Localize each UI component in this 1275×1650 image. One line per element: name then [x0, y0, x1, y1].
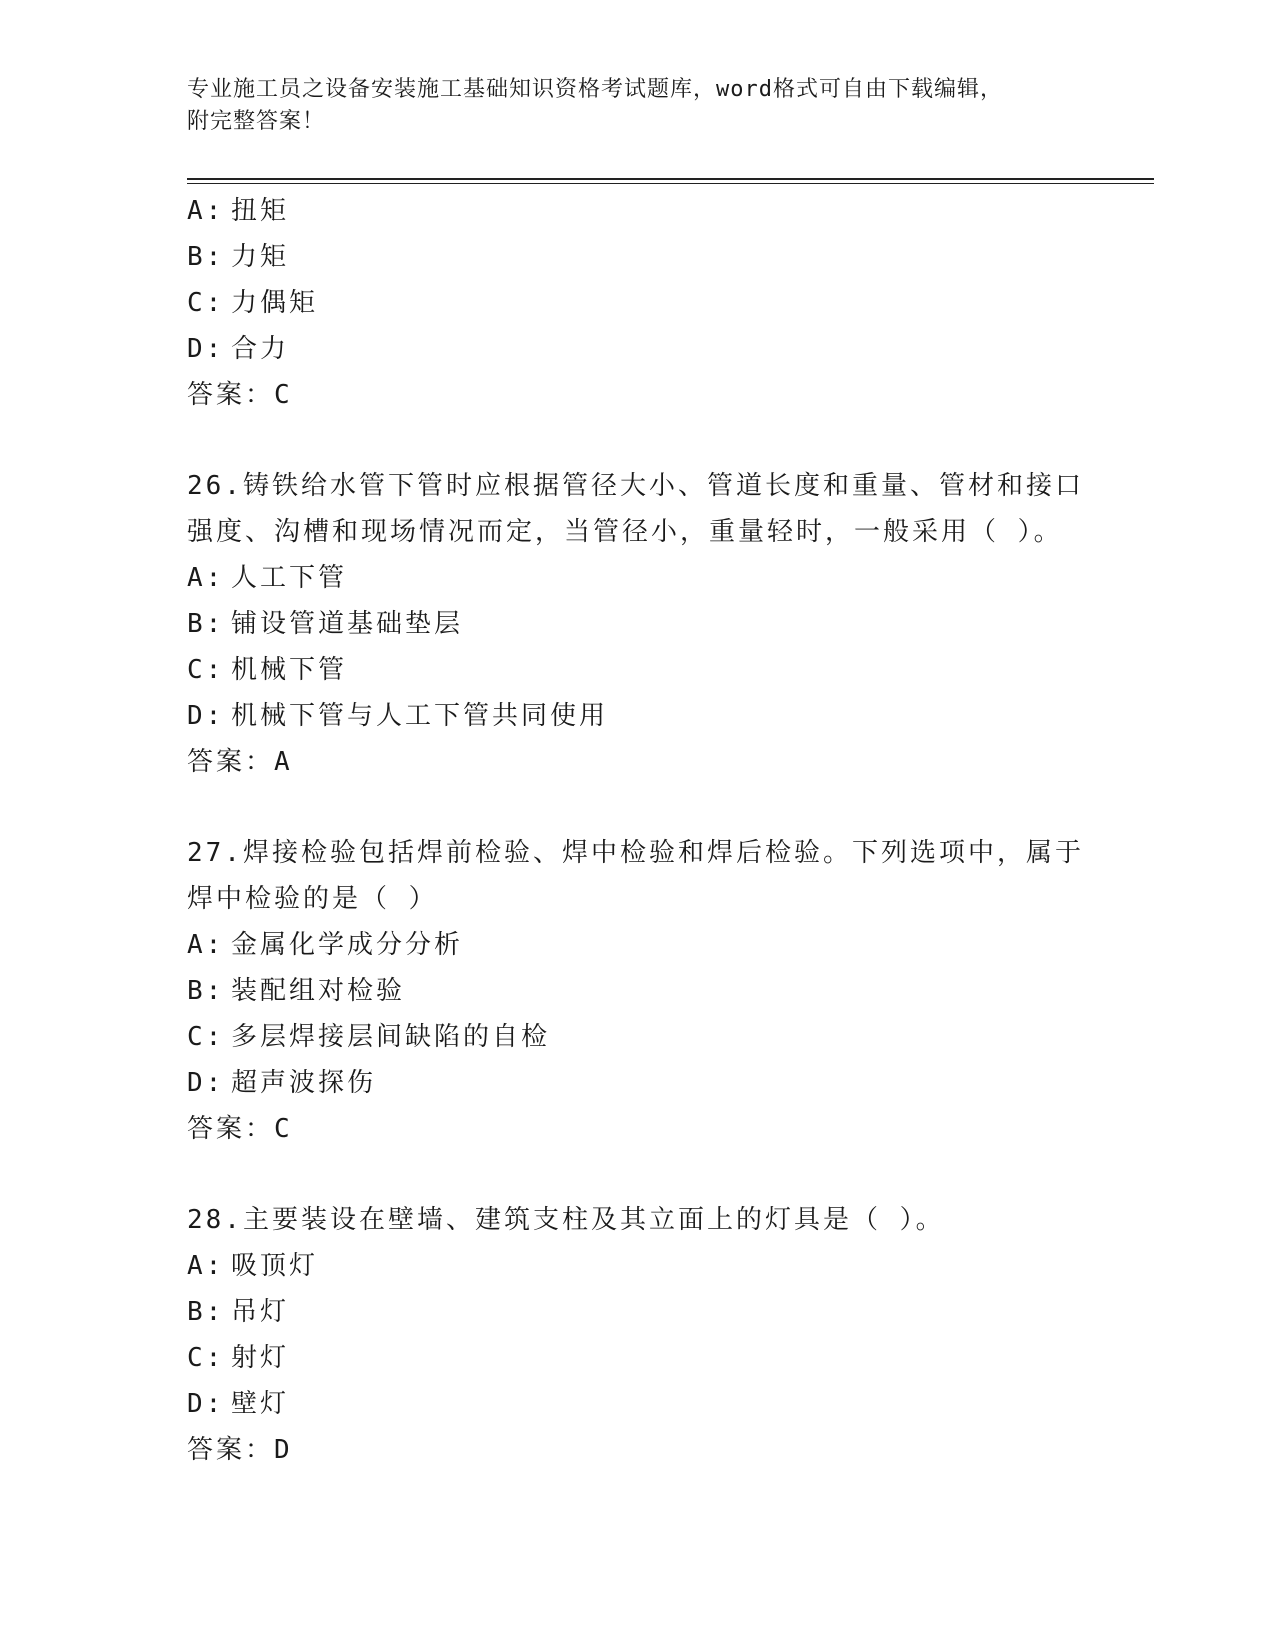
header-line-2: 附完整答案！: [187, 109, 326, 134]
question-stem-line: 强度、沟槽和现场情况而定，当管径小，重量轻时，一般采用（ ）。: [187, 517, 1063, 547]
option-b: [187, 968, 1087, 1014]
answer-line: 答案：C: [187, 380, 293, 410]
option-letter: B:: [187, 242, 225, 272]
option-text: 超声波探伤: [231, 1068, 377, 1098]
option-letter: D:: [187, 1389, 225, 1419]
option-c: [187, 1014, 1087, 1060]
option-c: [187, 647, 1087, 693]
option-d: [187, 693, 1087, 739]
option-c: [187, 280, 1087, 326]
option-text: 吊灯: [231, 1297, 290, 1327]
option-letter: A:: [187, 930, 225, 960]
option-letter: D:: [187, 701, 225, 731]
option-text: 力偶矩: [231, 288, 319, 318]
answer-line: 答案：D: [187, 1435, 293, 1465]
option-text: 壁灯: [231, 1389, 290, 1419]
option-letter: B:: [187, 1297, 225, 1327]
option-text: 机械下管与人工下管共同使用: [231, 701, 609, 731]
option-text: 扭矩: [231, 196, 290, 226]
document-header: [187, 74, 1087, 138]
option-letter: D:: [187, 1068, 225, 1098]
option-letter: C:: [187, 288, 225, 318]
option-text: 合力: [231, 334, 290, 364]
option-text: 吸顶灯: [231, 1251, 319, 1281]
option-a: [187, 922, 1087, 968]
answer-line: 答案：C: [187, 1114, 293, 1144]
option-text: 力矩: [231, 242, 290, 272]
option-a: [187, 188, 1087, 234]
option-letter: B:: [187, 976, 225, 1006]
partial-question: [187, 188, 1087, 418]
option-letter: D:: [187, 334, 225, 364]
question-stem-line: 26.铸铁给水管下管时应根据管径大小、管道长度和重量、管材和接口: [187, 471, 1084, 501]
option-b: [187, 1289, 1087, 1335]
option-d: [187, 1060, 1087, 1106]
option-d: [187, 326, 1087, 372]
option-text: 机械下管: [231, 655, 348, 685]
option-letter: A:: [187, 563, 225, 593]
question-content: [187, 188, 1087, 1473]
option-text: 铺设管道基础垫层: [231, 609, 464, 639]
option-letter: C:: [187, 655, 225, 685]
question-stem-line: 27.焊接检验包括焊前检验、焊中检验和焊后检验。下列选项中，属于: [187, 838, 1084, 868]
question-stem-line: 焊中检验的是（ ）: [187, 884, 438, 914]
question-28: [187, 1197, 1087, 1473]
option-letter: A:: [187, 196, 225, 226]
question-27: [187, 830, 1087, 1152]
option-text: 金属化学成分分析: [231, 930, 464, 960]
option-b: [187, 601, 1087, 647]
option-d: [187, 1381, 1087, 1427]
header-divider-thin: [187, 183, 1154, 184]
option-letter: C:: [187, 1022, 225, 1052]
option-letter: C:: [187, 1343, 225, 1373]
option-text: 射灯: [231, 1343, 290, 1373]
option-letter: B:: [187, 609, 225, 639]
answer-line: 答案：A: [187, 747, 293, 777]
option-letter: A:: [187, 1251, 225, 1281]
header-divider-thick: [187, 178, 1154, 180]
option-text: 装配组对检验: [231, 976, 406, 1006]
option-text: 人工下管: [231, 563, 348, 593]
option-c: [187, 1335, 1087, 1381]
option-a: [187, 1243, 1087, 1289]
header-line-1: 专业施工员之设备安装施工基础知识资格考试题库，word格式可自由下载编辑，: [187, 77, 1003, 102]
option-b: [187, 234, 1087, 280]
question-26: [187, 463, 1087, 785]
question-stem-line: 28.主要装设在壁墙、建筑支柱及其立面上的灯具是（ ）。: [187, 1205, 945, 1235]
option-text: 多层焊接层间缺陷的自检: [231, 1022, 551, 1052]
option-a: [187, 555, 1087, 601]
